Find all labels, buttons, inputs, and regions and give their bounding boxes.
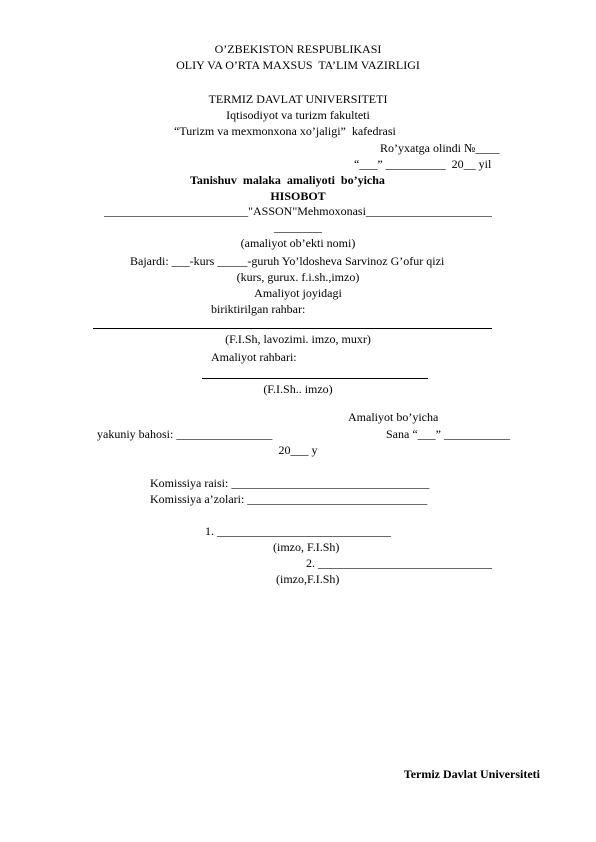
practice-object-caption: (amaliyot ob’ekti nomi) xyxy=(240,236,356,250)
report-title: HISOBOT xyxy=(270,189,326,203)
grade-label-right: Amaliyot bo’yicha xyxy=(348,410,439,424)
header-department: “Turizm va mexmonxona xo’jaligi” kafedrasi xyxy=(174,124,396,138)
performer-line: Bajardi: ___-kurs _____-guruh Yo’ldosheva Sarvinoz G’ofur qizi xyxy=(130,254,445,268)
commission-member-1-caption: (imzo, F.I.Sh) xyxy=(273,540,340,554)
header-republic: O’ZBEKISTON RESPUBLIKASI xyxy=(214,42,382,56)
lead-supervisor-label: Amaliyot rahbari: xyxy=(211,350,297,364)
practice-object-line-continued: ________ xyxy=(274,220,322,234)
commission-member-1-line: 1. _____________________________ xyxy=(205,524,391,538)
grade-year: 20___ y xyxy=(278,443,318,457)
site-supervisor-caption: (F.I.Sh, lavozimi. imzo, muxr) xyxy=(225,332,371,346)
grade-date-line: Sana “___” ___________ xyxy=(386,427,510,441)
footer-institution: Termiz Davlat Universiteti xyxy=(403,767,540,781)
site-supervisor-label-2: biriktirilgan rahbar: xyxy=(211,302,306,316)
commission-chair-line: Komissiya raisi: _________________________________ xyxy=(150,476,430,490)
lead-supervisor-caption: (F.I.Sh.. imzo) xyxy=(263,382,333,396)
site-supervisor-label: Amaliyot joyidagi xyxy=(254,286,342,300)
performer-caption: (kurs, gurux. f.i.sh.,imzo) xyxy=(236,270,360,284)
commission-members-line: Komissiya a’zolari: ______________________________ xyxy=(150,492,428,506)
header-ministry: OLIY VA O’RTA MAXSUS TA’LIM VAZIRLIGI xyxy=(176,58,420,72)
site-supervisor-signature-line xyxy=(93,328,492,329)
commission-member-2-line: 2. _____________________________ xyxy=(306,556,492,570)
registration-number: Ro’yxatga olindi №____ xyxy=(380,141,500,155)
final-grade-line: yakuniy bahosi: ________________ xyxy=(97,427,273,441)
commission-member-2-caption: (imzo,F.I.Sh) xyxy=(276,572,340,586)
header-faculty: Iqtisodiyot va turizm fakulteti xyxy=(226,108,370,122)
practice-object-line: ________________________"ASSON"Mehmoxonasi_____________________ xyxy=(104,204,492,218)
header-university: TERMIZ DAVLAT UNIVERSITETI xyxy=(208,92,388,106)
registration-date: “___” __________ 20__ yil xyxy=(354,157,492,171)
report-subtitle: Tanishuv malaka amaliyoti bo’yicha xyxy=(190,173,385,187)
lead-supervisor-signature-line xyxy=(202,378,428,379)
